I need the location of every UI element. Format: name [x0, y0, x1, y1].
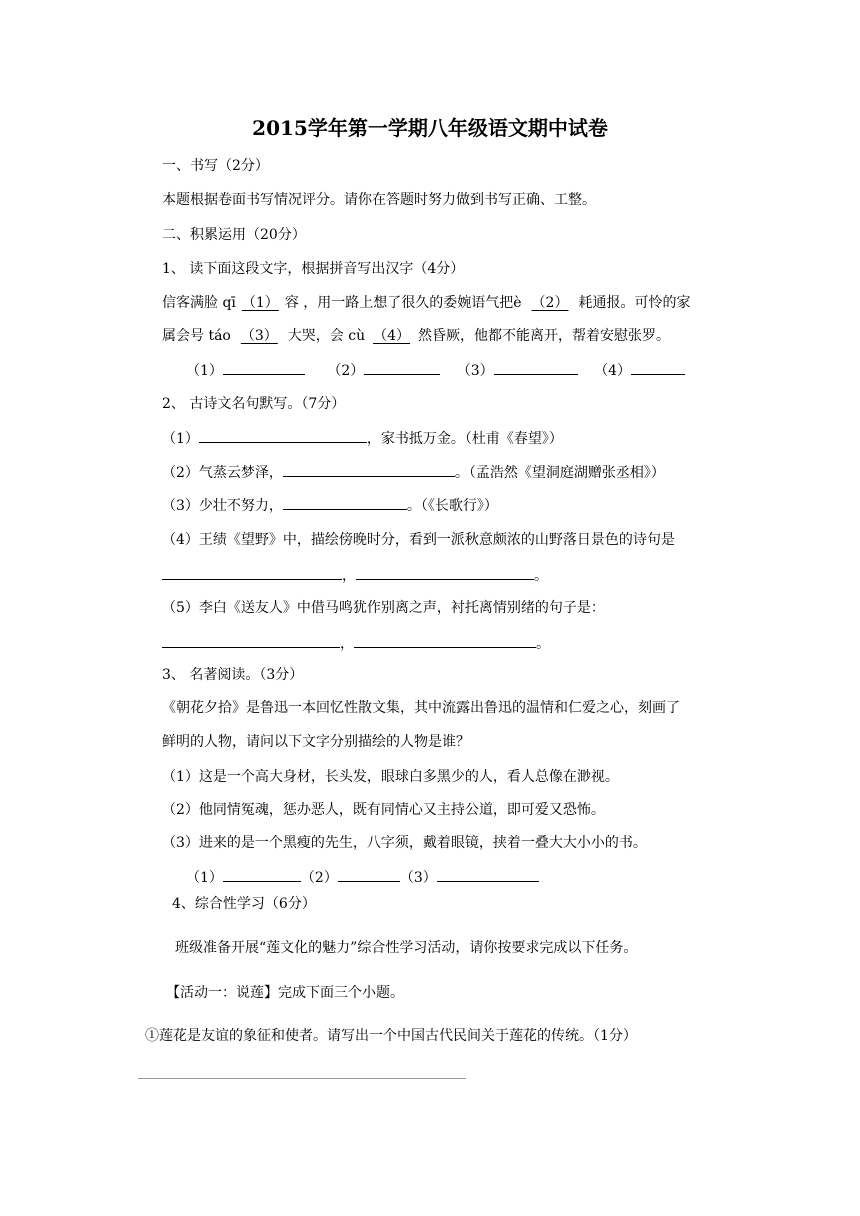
- q3-item-1: （1）这是一个高大身材，长头发，眼球白多黑少的人，看人总像在渺视。: [162, 769, 619, 785]
- passage-text: 信客满脸 qī: [162, 295, 236, 311]
- comma: ，: [340, 636, 354, 652]
- section-2-heading: 二、积累运用（20分）: [162, 227, 306, 243]
- pinyin-blank-4: （4）: [373, 328, 411, 344]
- q2-item-3: [162, 495, 498, 516]
- section-1-heading: 一、书写（2分）: [162, 158, 269, 174]
- q4-activity-heading: 【活动一：说莲】完成下面三个小题。: [166, 985, 404, 1001]
- poem-blank-4a[interactable]: [162, 565, 342, 580]
- item-text: ，家书抵万金。（杜甫《春望》）: [366, 431, 563, 447]
- poem-blank-5a[interactable]: [162, 633, 340, 648]
- passage-text: 属会号 táo: [162, 328, 231, 344]
- q1-passage-line-1: [162, 293, 690, 313]
- comma: ，: [342, 568, 356, 584]
- q2-item-4: （4）王绩《望野》中，描绘傍晚时分，看到一派秋意颇浓的山野落日景色的诗句是: [162, 532, 675, 548]
- q2-item-1: [162, 428, 563, 449]
- q4-intro: 班级准备开展“莲文化的魅力”综合性学习活动，请你按要求完成以下任务。: [175, 940, 638, 956]
- footer-divider: [138, 1078, 466, 1079]
- passage-text: 然昏厥，他都不能离开，帮着安慰张罗。: [418, 328, 671, 344]
- pinyin-blank-2: （2）: [531, 295, 569, 311]
- answer-blank-2[interactable]: [364, 360, 440, 375]
- item-text: （3）少壮不努力，: [162, 498, 283, 514]
- answer-blank-2[interactable]: [338, 867, 400, 882]
- period: 。: [534, 568, 548, 584]
- item-text: （2）气蒸云梦泽，: [162, 465, 283, 481]
- q2-heading: 2、 古诗文名句默写。（7分）: [162, 396, 346, 412]
- answer-label: （3）: [399, 870, 437, 886]
- passage-text: 耗通报。可怜的家: [578, 295, 691, 311]
- item-text: 。（《长歌行》）: [406, 498, 498, 514]
- passage-text: 容 ，用一路上想了很久的委婉语气把è: [284, 295, 522, 311]
- page-title: 2015学年第一学期八年级语文期中试卷: [252, 116, 608, 140]
- answer-label: （3）: [456, 363, 494, 379]
- answer-label: （1）: [186, 870, 223, 886]
- q3-heading: 3、 名著阅读。（3分）: [162, 667, 304, 683]
- period: 。: [536, 636, 550, 652]
- item-label: （1）: [162, 431, 199, 447]
- poem-blank-5b[interactable]: [354, 633, 536, 648]
- q2-item-5: （5）李白《送友人》中借马鸣犹作别离之声，衬托离情别绪的句子是：: [162, 600, 605, 616]
- q2-item-2: [162, 462, 665, 483]
- q3-paragraph-line-2: 鲜明的人物，请问以下文字分别描绘的人物是谁？: [162, 734, 470, 750]
- poem-blank-1[interactable]: [199, 428, 367, 443]
- q4-heading: 4、综合性学习（6分）: [172, 896, 316, 912]
- pinyin-blank-1: （1）: [241, 295, 279, 311]
- poem-blank-4b[interactable]: [356, 565, 534, 580]
- q2-item-5-answer: [162, 633, 550, 654]
- q1-answer-row: [186, 360, 685, 381]
- pinyin-blank-3: （3）: [240, 328, 278, 344]
- q3-item-3: （3）进来的是一个黑瘦的先生，八字须，戴着眼镜，挟着一叠大大小小的书。: [162, 835, 647, 851]
- poem-blank-2[interactable]: [283, 462, 455, 477]
- answer-blank-3[interactable]: [494, 360, 578, 375]
- q3-paragraph-line-1: 《朝花夕拾》是鲁迅一本回忆性散文集，其中流露出鲁迅的温情和仁爱之心，刻画了: [162, 700, 680, 716]
- passage-text: 大哭，会 cù: [287, 328, 366, 344]
- q1-passage-line-2: [162, 326, 670, 346]
- answer-label: （2）: [300, 870, 338, 886]
- item-text: 。（孟浩然《望洞庭湖赠张丞相》）: [454, 465, 665, 481]
- answer-label: （4）: [594, 363, 632, 379]
- poem-blank-3[interactable]: [283, 495, 407, 510]
- answer-blank-1[interactable]: [223, 360, 305, 375]
- q1-heading: 1、 读下面这段文字，根据拼音写出汉字（4分）: [162, 261, 465, 277]
- q2-item-4-answer: [162, 565, 548, 586]
- answer-blank-3[interactable]: [437, 867, 539, 882]
- answer-label: （2）: [327, 363, 365, 379]
- answer-blank-4[interactable]: [631, 360, 685, 375]
- q3-answer-row: [186, 867, 539, 888]
- answer-label: （1）: [186, 363, 223, 379]
- q4-item-1: ①莲花是友谊的象征和使者。请写出一个中国古代民间关于莲花的传统。（1分）: [145, 1028, 637, 1044]
- q3-item-2: （2）他同情冤魂，惩办恶人，既有同情心又主持公道，即可爱又恐怖。: [162, 802, 605, 818]
- section-1-text: 本题根据卷面书写情况评分。请你在答题时努力做到书写正确、工整。: [162, 192, 596, 208]
- answer-blank-1[interactable]: [223, 867, 301, 882]
